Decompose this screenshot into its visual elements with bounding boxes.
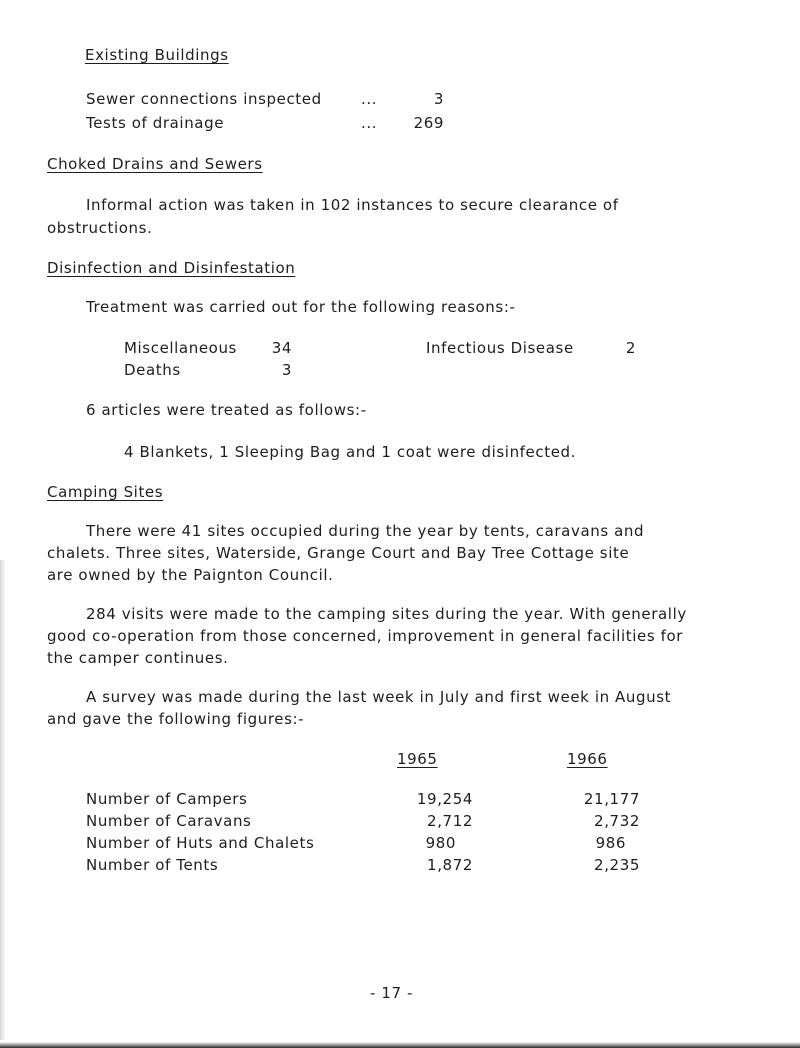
campers-1966: 21,177	[583, 790, 640, 808]
tests-drainage-value: 269	[413, 114, 444, 132]
huts-chalets-1966: 986	[595, 834, 626, 852]
campers-label: Number of Campers	[86, 790, 248, 808]
camping-p3-line1: A survey was made during the last week in July and first week in August	[86, 688, 672, 706]
camping-sites-heading: Camping Sites	[47, 483, 164, 501]
tents-1965: 1,872	[427, 856, 473, 874]
tests-drainage-label: Tests of drainage	[86, 114, 225, 132]
caravans-label: Number of Caravans	[86, 812, 252, 830]
camping-p2-line3: the camper continues.	[47, 649, 229, 667]
tests-drainage-dots: ...	[361, 114, 378, 132]
choked-drains-para-line2: obstructions.	[47, 219, 153, 237]
col-header-1965: 1965	[397, 750, 438, 768]
deaths-value: 3	[281, 361, 292, 379]
sewer-connections-label: Sewer connections inspected	[86, 90, 322, 108]
camping-p3-line2: and gave the following figures:-	[47, 710, 305, 728]
col-header-1966: 1966	[567, 750, 608, 768]
tents-label: Number of Tents	[86, 856, 219, 874]
choked-drains-heading: Choked Drains and Sewers	[47, 155, 263, 173]
campers-1965: 19,254	[416, 790, 473, 808]
page-number: - 17 -	[370, 984, 414, 1002]
sewer-connections-value: 3	[433, 90, 444, 108]
disinfection-intro: Treatment was carried out for the following reasons:-	[86, 298, 516, 316]
caravans-1966: 2,732	[594, 812, 640, 830]
huts-chalets-label: Number of Huts and Chalets	[86, 834, 315, 852]
camping-p1-line2: chalets. Three sites, Waterside, Grange Court and Bay Tree Cottage site	[47, 544, 630, 562]
caravans-1965: 2,712	[427, 812, 473, 830]
infectious-value: 2	[625, 339, 636, 357]
tents-1966: 2,235	[594, 856, 640, 874]
camping-p2-line1: 284 visits were made to the camping sites during the year. With generally	[86, 605, 687, 623]
items-disinfected-text: 4 Blankets, 1 Sleeping Bag and 1 coat were disinfected.	[124, 443, 577, 461]
misc-label: Miscellaneous	[124, 339, 237, 357]
sewer-connections-dots: ...	[361, 90, 378, 108]
scan-left-shadow	[0, 560, 6, 1040]
articles-text: 6 articles were treated as follows:-	[86, 401, 367, 419]
camping-p2-line2: good co-operation from those concerned, improvement in general facilities for	[47, 627, 684, 645]
existing-buildings-heading: Existing Buildings	[85, 46, 229, 64]
camping-p1-line3: are owned by the Paignton Council.	[47, 566, 334, 584]
choked-drains-para-line1: Informal action was taken in 102 instances to secure clearance of	[86, 196, 619, 214]
camping-p1-line1: There were 41 sites occupied during the year by tents, caravans and	[86, 522, 645, 540]
infectious-label: Infectious Disease	[426, 339, 574, 357]
misc-value: 34	[271, 339, 292, 357]
scan-bottom-edge	[0, 1042, 800, 1048]
disinfection-heading: Disinfection and Disinfestation	[47, 259, 296, 277]
deaths-label: Deaths	[124, 361, 181, 379]
huts-chalets-1965: 980	[425, 834, 456, 852]
